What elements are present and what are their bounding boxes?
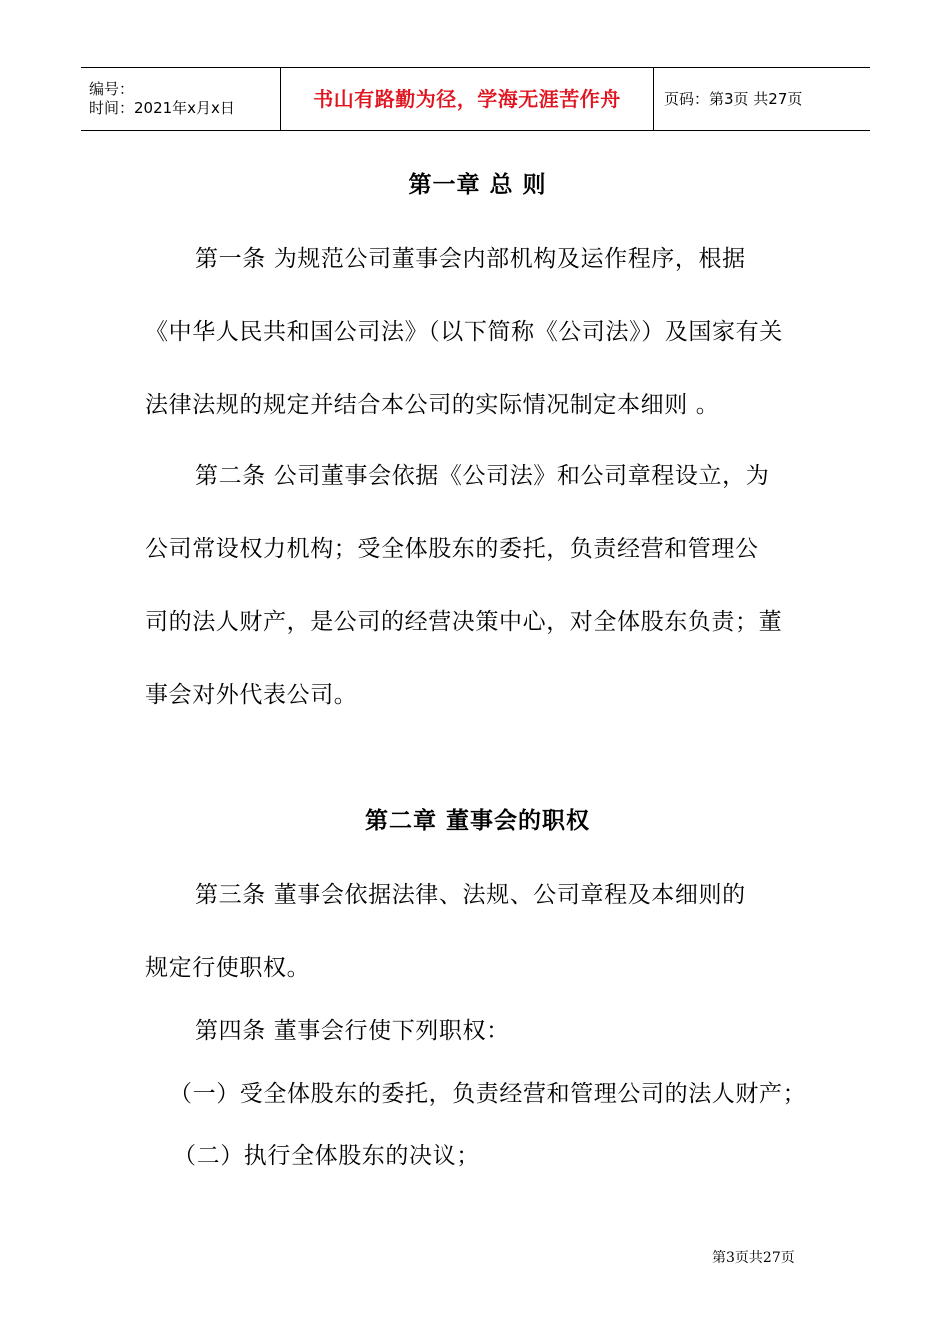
- chapter-1-line-7: 事会对外代表公司。: [145, 682, 358, 708]
- chapter-2-line-5: （二）执行全体股东的决议；: [173, 1143, 480, 1169]
- chapter-2-line-3: 第四条 董事会行使下列职权：: [195, 1018, 510, 1044]
- chapter-2-line-4: （一）受全体股东的委托，负责经营和管理公司的法人财产；: [169, 1081, 807, 1107]
- chapter-1-line-3: 法律法规的规定并结合本公司的实际情况制定本细则 。: [145, 392, 720, 418]
- chapter-2-line-2: 规定行使职权。: [145, 955, 311, 981]
- chapter-1-line-2: 《中华人民共和国公司法》（以下简称《公司法》）及国家有关: [145, 319, 783, 345]
- header-meta-cell: [81, 68, 281, 130]
- document-number-label: 编号：: [89, 80, 135, 98]
- chapter-1-line-1: 第一条 为规范公司董事会内部机构及运作程序，根据: [195, 246, 746, 272]
- chapter-1-line-5: 公司常设权力机构；受全体股东的委托，负责经营和管理公: [145, 536, 759, 562]
- header-page-cell: [654, 68, 870, 130]
- header-motto: 书山有路勤为径，学海无涯苦作舟: [313, 86, 621, 111]
- chapter-1-heading: 第一章 总 则: [408, 171, 547, 198]
- document-header: [81, 67, 870, 131]
- document-time-label: 时间：2021年x月x日: [89, 99, 235, 117]
- chapter-1-line-6: 司的法人财产，是公司的经营决策中心，对全体股东负责；董: [145, 609, 783, 635]
- chapter-2-line-1: 第三条 董事会依据法律、法规、公司章程及本细则的: [195, 882, 746, 908]
- chapter-1-line-4: 第二条 公司董事会依据《公司法》和公司章程设立，为: [195, 463, 770, 489]
- chapter-2-heading: 第二章 董事会的职权: [364, 807, 590, 834]
- page-footer: 第3页共27页: [712, 1250, 795, 1266]
- header-page-number: 页码：第3页 共27页: [664, 89, 803, 108]
- header-motto-cell: [281, 68, 654, 130]
